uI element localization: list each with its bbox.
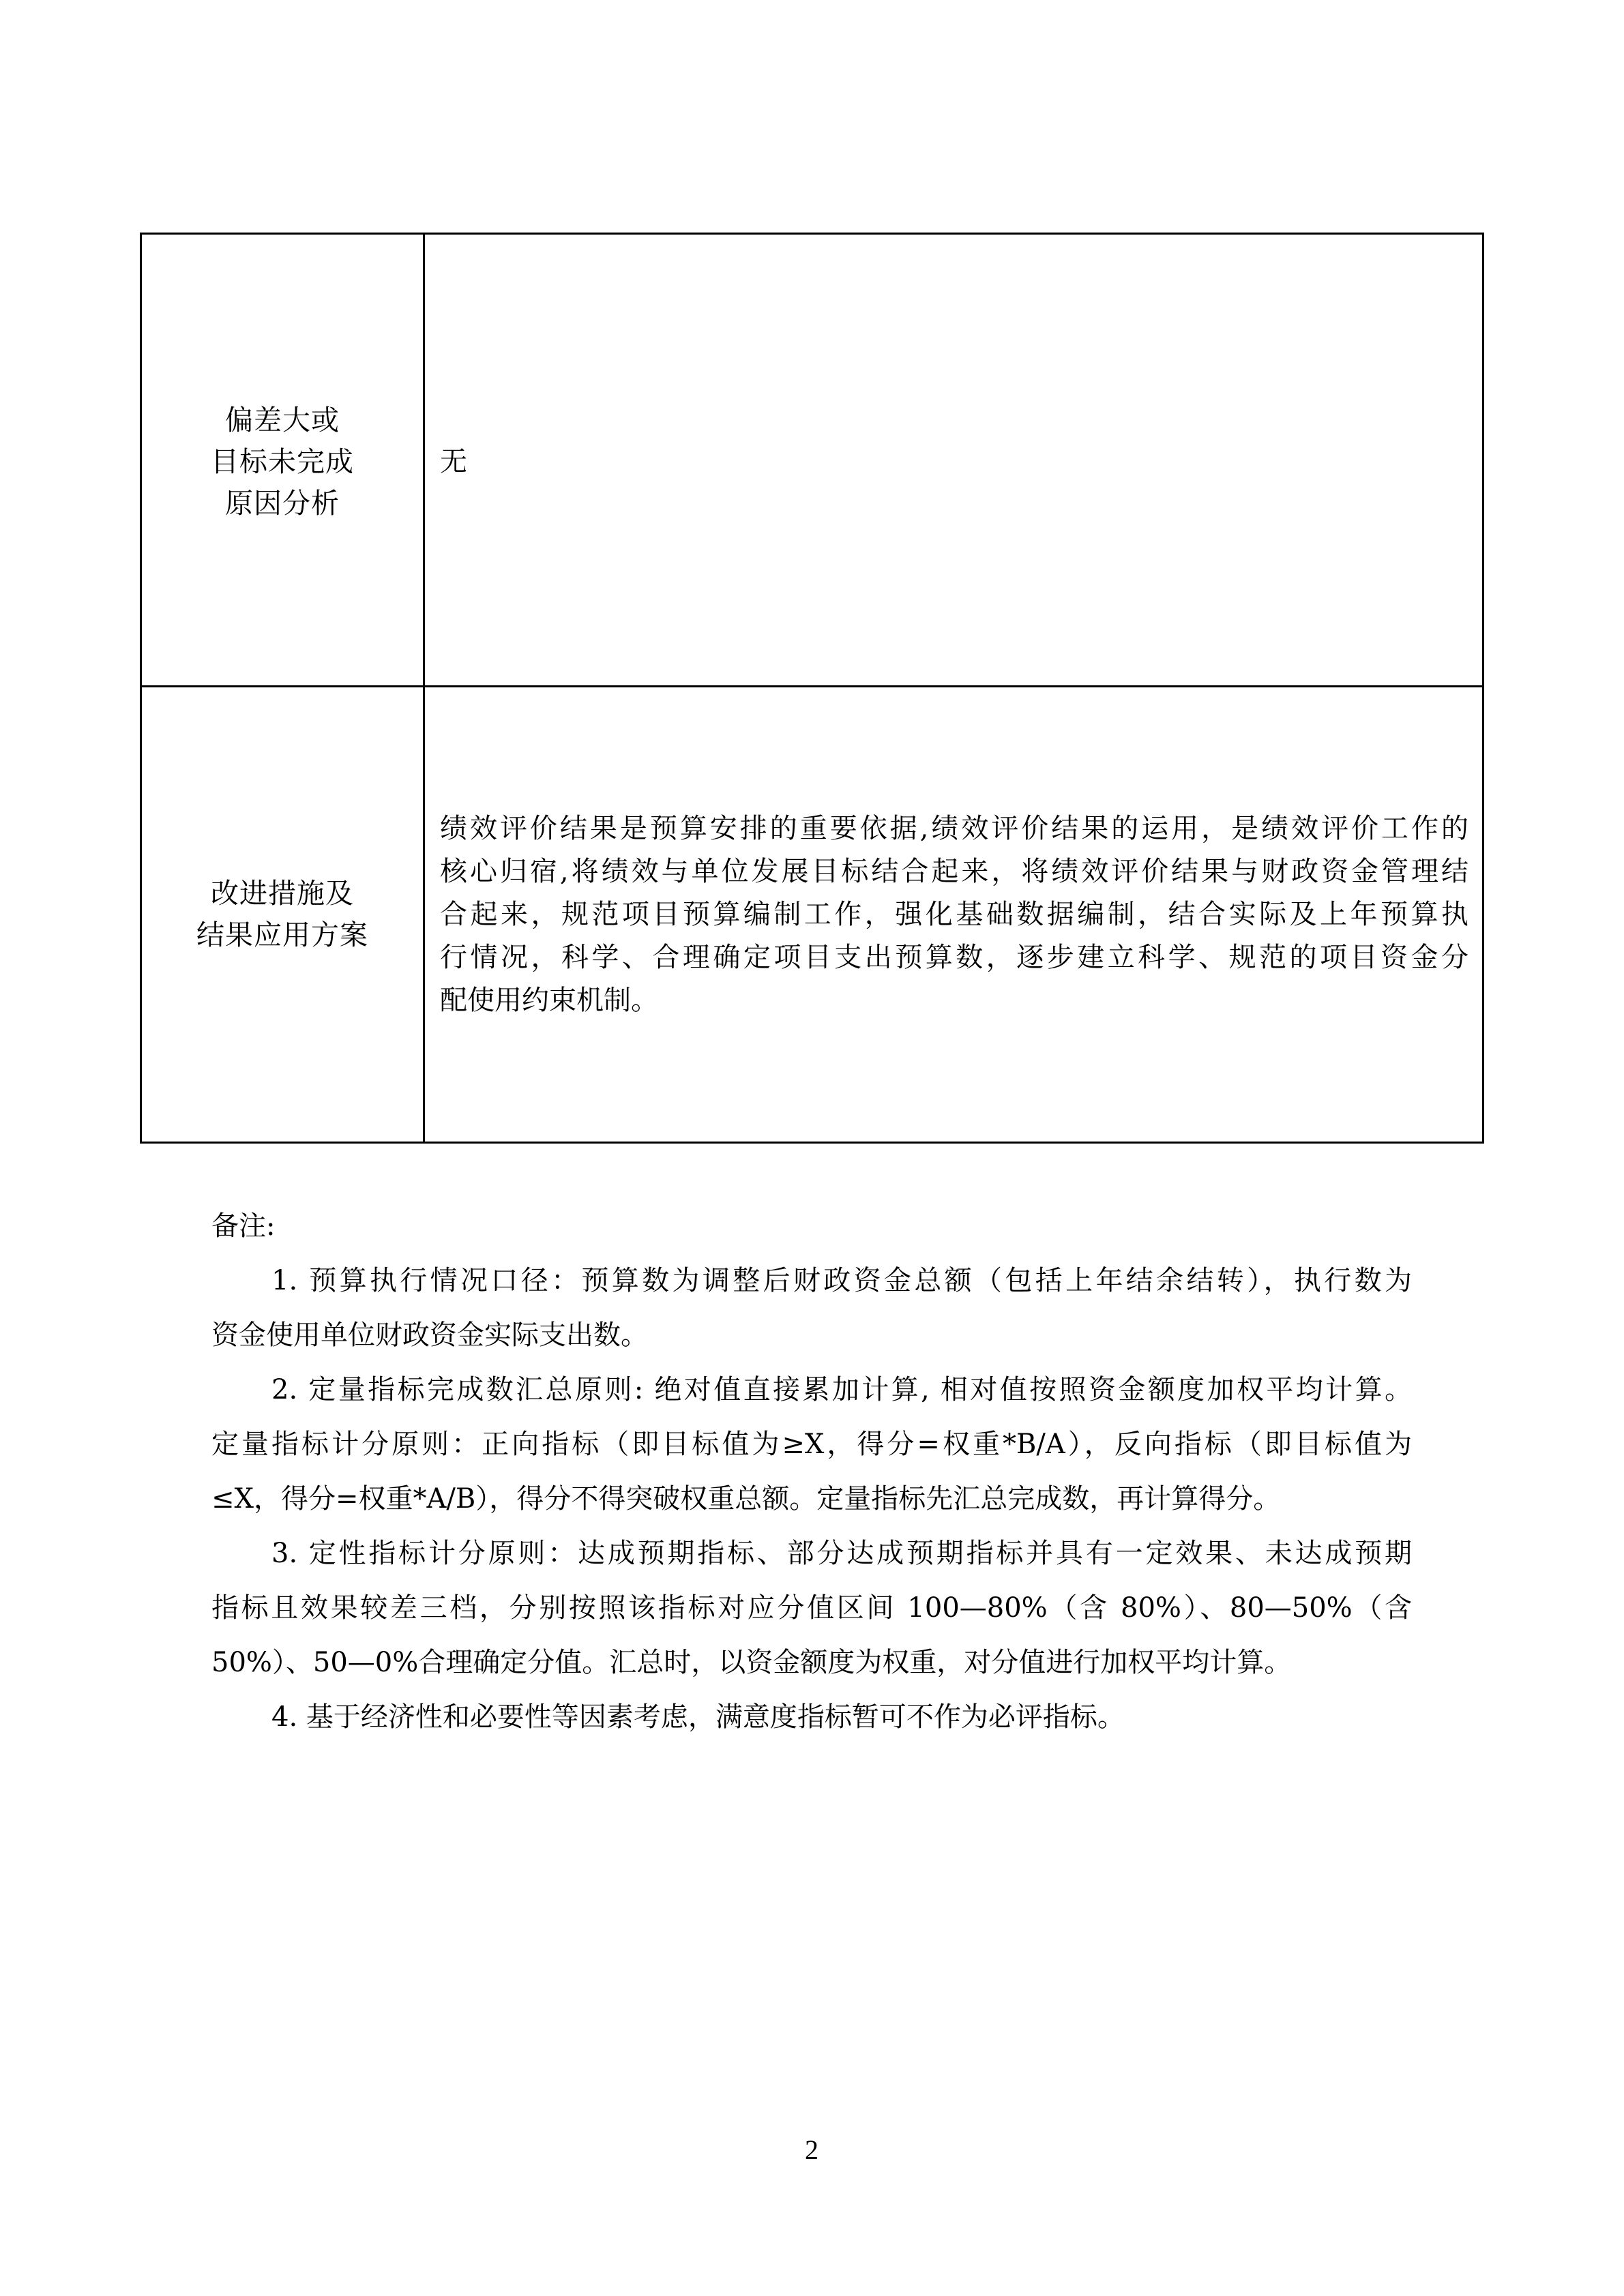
notes-title: 备注:: [211, 1210, 276, 1242]
row-content-line: 无: [440, 446, 467, 477]
row-content-line: 行情况，科学、合理确定项目支出预算数，逐步建立科学、规范的项目资金分: [440, 941, 1468, 973]
note-item-2: [211, 1362, 1412, 1526]
note-line: 1. 预算执行情况口径：预算数为调整后财政资金总额（包括上年结余结转），执行数为: [271, 1265, 1412, 1296]
page-number: 2: [805, 2134, 818, 2165]
note-item-3: [211, 1526, 1412, 1690]
note-line: 2. 定量指标完成数汇总原则: 绝对值直接累加计算, 相对值按照资金额度加权平均计算。: [271, 1374, 1412, 1405]
row-content-line: 核心归宿,将绩效与单位发展目标结合起来，将绩效评价结果与财政资金管理结: [440, 855, 1468, 887]
row-content-line: 配使用约束机制。: [440, 984, 658, 1016]
note-line: 4. 基于经济性和必要性等因素考虑，满意度指标暂可不作为必评指标。: [271, 1701, 1125, 1733]
table-row-improvement-measures: [141, 687, 1483, 1143]
note-item-4: [211, 1690, 1412, 1744]
row-content-line: 绩效评价结果是预算安排的重要依据,绩效评价结果的运用，是绩效评价工作的: [440, 812, 1468, 844]
table-row-deviation-analysis: [141, 234, 1483, 687]
row-content-deviation-analysis: [424, 234, 1483, 687]
row-content-line: 合起来，规范项目预算编制工作，强化基础数据编制，结合实际及上年预算执: [440, 898, 1468, 930]
row-label-line: 偏差大或: [225, 404, 340, 436]
row-label-line: 结果应用方案: [196, 919, 368, 951]
row-label-line: 目标未完成: [211, 445, 354, 478]
note-line: 3. 定性指标计分原则：达成预期指标、部分达成预期指标并具有一定效果、未达成预期: [271, 1538, 1412, 1569]
row-content-improvement-measures: [424, 687, 1483, 1143]
row-label-line: 原因分析: [225, 487, 340, 520]
note-line: 定量指标计分原则：正向指标（即目标值为≥X，得分=权重*B/A），反向指标（即目标值为: [211, 1429, 1412, 1460]
note-line: 资金使用单位财政资金实际支出数。: [211, 1320, 648, 1351]
notes-section: [211, 1199, 1412, 1744]
note-item-1: [211, 1253, 1412, 1362]
note-line: 50%）、50—0%合理确定分值。汇总时，以资金额度为权重，对分值进行加权平均计算。: [211, 1647, 1292, 1678]
row-label-line: 改进措施及: [211, 877, 354, 910]
note-line: ≤X，得分=权重*A/B），得分不得突破权重总额。定量指标先汇总完成数，再计算得分。: [211, 1483, 1281, 1515]
row-label-deviation-analysis: [141, 234, 424, 687]
evaluation-table: [140, 233, 1484, 1144]
row-label-improvement-measures: [141, 687, 424, 1143]
note-line: 指标且效果较差三档，分别按照该指标对应分值区间 100—80%（含 80%）、80—50%（含: [211, 1592, 1412, 1624]
